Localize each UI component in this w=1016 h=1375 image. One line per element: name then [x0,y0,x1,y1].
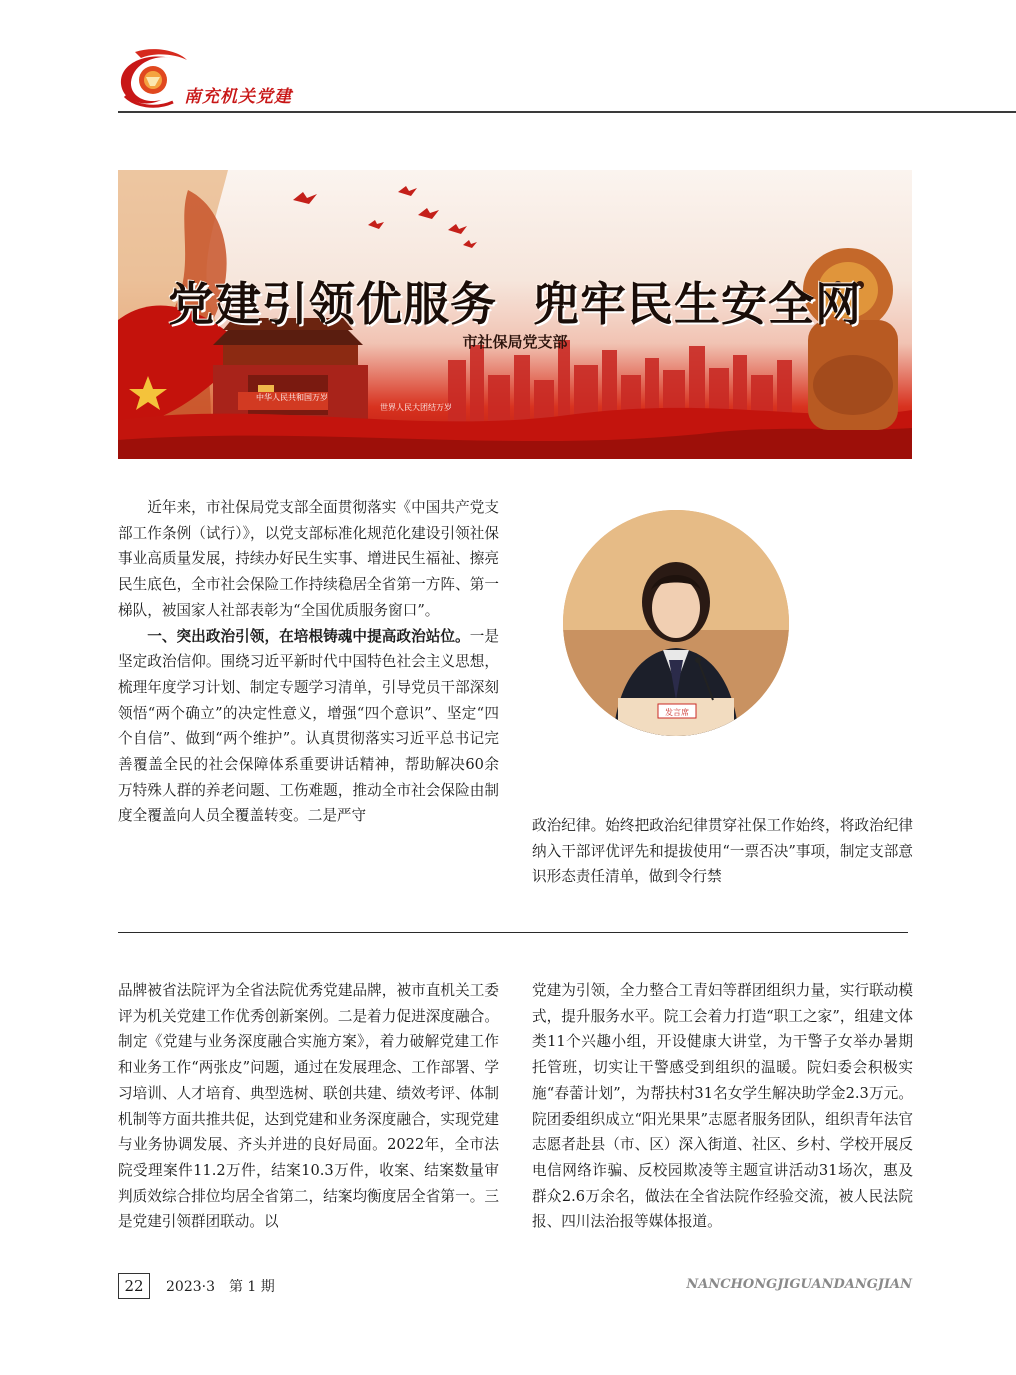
intro-paragraph: 近年来，市社保局党支部全面贯彻落实《中国共产党支部工作条例（试行）》，以党支部标准化规范化建设引领社保事业高质量发展，持续办好民生实事、增进民生福祉、擦亮民生底色，全市社会保险工作持续稳居全省第一方阵、第一梯队，被国家人社部表彰为“全国优质服务窗口”。 [118,499,499,619]
speaker-photo [563,510,789,736]
article-title [118,268,912,334]
article-author: 市社保局党支部 [462,333,568,351]
article-banner [118,170,912,459]
sign-right: 世界人民大团结万岁 [380,403,452,412]
section-divider [118,932,908,933]
podium-label: 发言席 [665,708,689,717]
magazine-name: 南充机关党建 [184,87,292,107]
section-one-heading: 一、突出政治引领，在培根铸魂中提高政治站位。 [147,627,470,645]
court-article-paragraph-left: 品牌被省法院评为全省法院优秀党建品牌，被市直机关工委评为机关党建工作优秀创新案例。二是着力促进深度融合。制定《党建与业务深度融合实施方案》，着力破解党建工作和业务工作“两张皮”问题，通过在发展理念、工作部署、学习培训、人才培育、典型选树、联创共建、绩效考评、体制机制等方面共推共促，达到党建和业务深度融合，实现党建与业务协调发展、齐头并进的良好局面。2022年，全市法院受理案件11.2万件，结案10.3万件，收案、结案数量审判质效综合排位均居全省第二，结案均衡度居全省第一。三是党建引领群团联动。以 [118,982,499,1231]
magazine-logo [115,44,190,112]
article-column-1 [118,495,499,829]
article-title-part2: 兜牢民生安全网 [533,277,862,331]
page-number: 22 [118,1273,150,1299]
court-article-paragraph-right: 党建为引领，全力整合工青妇等群团组织力量，实行联动模式，提升服务水平。院工会着力打造“职工之家”，组建文体类11个兴趣小组，开设健康大讲堂，为干警子女举办暑期托管班，切实让干警感受到组织的温暖。院妇委会积极实施“春蕾计划”，为帮扶村31名女学生解决助学金2.3万元。院团委组织成立“阳光果果”志愿者服务团队，组织青年法官志愿者赴县（市、区）深入街道、社区、乡村、学校开展反电信网络诈骗、反校园欺凌等主题宣讲活动31场次，惠及群众2.6万余名，做法在全省法院作经验交流，被人民法院报、四川法治报等媒体报道。 [532,982,913,1231]
article-column-4 [532,978,913,1235]
footer-magazine-name: NANCHONGJIGUANDANGJIAN [686,1277,912,1292]
section-one-paragraph [118,624,499,830]
sign-left: 中华人民共和国万岁 [256,393,328,402]
article-column-2 [532,813,913,890]
issue-info: 2023·3 第 1 期 [166,1279,275,1295]
article-column-3 [118,978,499,1235]
section-one-continued: 政治纪律。始终把政治纪律贯穿社保工作始终，将政治纪律纳入干部评优评先和提拔使用“一票否决”事项，制定支部意识形态责任清单，做到令行禁 [532,817,913,886]
header-divider [118,111,1016,113]
section-one-body: 一是坚定政治信仰。围绕习近平新时代中国特色社会主义思想，梳理年度学习计划、制定专题学习清单，引导党员干部深刻领悟“两个确立”的决定性意义，增强“四个意识”、坚定“四个自信”、做到“两个维护”。认真贯彻落实习近平总书记完善覆盖全民的社会保障体系重要讲话精神，帮助解决60余万特殊人群的养老问题、工伤难题，推动全市社会保险由制度全覆盖向人员全覆盖转变。二是严守 [118,627,499,825]
article-title-part1: 党建引领优服务 [168,277,497,331]
